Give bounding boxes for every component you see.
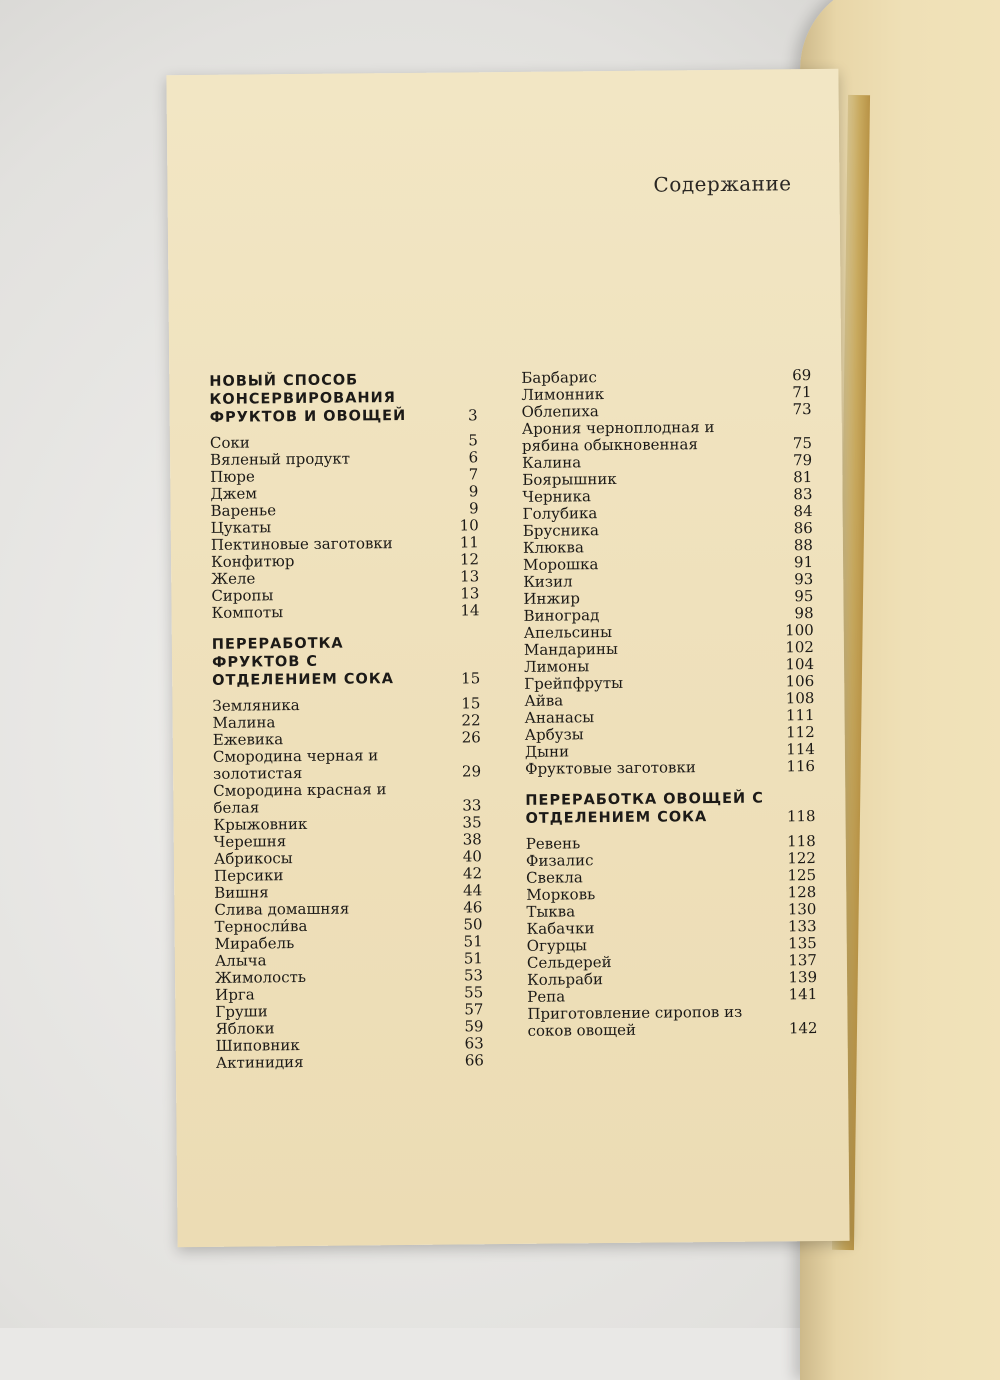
toc-entry-page-number: 40	[462, 847, 482, 866]
toc-entry-label: Груши	[215, 1002, 268, 1021]
toc-entry-label: Репа	[527, 987, 566, 1006]
toc-entry-label: Малина	[212, 713, 276, 732]
toc-entry-label: Тыква	[526, 902, 576, 921]
toc-entry-page-number: 142	[788, 1019, 818, 1038]
toc-entry-label: Жимолость	[214, 967, 307, 987]
toc-entry-label: Инжир	[523, 589, 581, 608]
toc-entry-list	[526, 833, 818, 1040]
toc-entry-page-number: 13	[460, 567, 480, 586]
toc-entry-page-number: 26	[461, 728, 481, 747]
toc-entry-page-number: 106	[785, 672, 815, 691]
toc-entry-page-number: 71	[792, 383, 812, 402]
toc-entry-page-number: 33	[462, 796, 482, 815]
toc-entry-label: Пюре	[210, 467, 255, 486]
toc-entry-label: Цукаты	[210, 518, 272, 537]
toc-entry-page-number: 108	[785, 689, 815, 708]
toc-entry-page-number: 29	[461, 762, 482, 781]
toc-entry-label: Ананасы	[524, 708, 595, 727]
toc-entry-page-number: 81	[793, 468, 813, 487]
toc-entry-page-number: 9	[468, 499, 479, 518]
toc-entry-label: Айва	[524, 691, 564, 710]
toc-entry-page-number: 42	[462, 864, 483, 883]
toc-entry-label: Крыжовник	[213, 814, 308, 834]
toc-entry-label: Кизил	[523, 572, 573, 591]
section-page-number: 3	[468, 406, 478, 425]
toc-entry-page-number: 69	[792, 366, 812, 385]
toc-entry-page-number: 46	[463, 898, 483, 917]
toc-entry-page-number: 15	[461, 694, 481, 713]
toc-right-column	[521, 367, 817, 1040]
toc-entry-page-number: 10	[459, 516, 479, 535]
toc-entry-label: Смородина черная и золотистая	[212, 746, 379, 783]
toc-entry-label: Вяленый продукт	[209, 449, 351, 469]
toc-entry-label: Облепиха	[521, 402, 599, 421]
toc-entry-page-number: 6	[468, 448, 479, 467]
toc-entry-page-number: 66	[464, 1051, 484, 1070]
toc-entry-page-number: 14	[460, 601, 480, 620]
toc-entry-page-number: 137	[788, 951, 818, 970]
toc-entry-label: Земляника	[212, 696, 300, 715]
toc-entry-page-number: 112	[785, 723, 815, 742]
toc-entry-label: Ревень	[525, 834, 581, 853]
toc-entry-label: Компоты	[211, 603, 284, 622]
toc-entry-list	[212, 695, 484, 1072]
toc-entry	[525, 758, 815, 778]
toc-entry-label: Персики	[213, 866, 284, 885]
toc-entry-label: Кабачки	[526, 919, 595, 938]
toc-entry-page-number: 135	[788, 934, 817, 953]
toc-entry-label: Конфитюр	[210, 552, 295, 571]
toc-entry-label: Абрикосы	[213, 849, 293, 868]
toc-entry-label: Калина	[522, 453, 582, 472]
toc-entry-page-number: 98	[794, 604, 814, 623]
toc-entry	[213, 780, 481, 817]
toc-entry-page-number: 13	[460, 584, 480, 603]
toc-entry-label: Голубика	[522, 504, 598, 523]
toc-entry-page-number: 118	[787, 832, 816, 851]
toc-entry-page-number: 100	[785, 621, 814, 640]
section-title: НОВЫЙ СПОСОБ КОНСЕРВИРОВАНИЯ ФРУКТОВ И ОВОЩЕЙ	[209, 372, 407, 426]
toc-entry-label: Брусника	[522, 521, 600, 540]
toc-entry-page-number: 22	[461, 711, 481, 730]
section-title: ПЕРЕРАБОТКА ОВОЩЕЙ С ОТДЕЛЕНИЕМ СОКА	[525, 790, 764, 827]
section-title: ПЕРЕРАБОТКА ФРУКТОВ С ОТДЕЛЕНИЕМ СОКА	[211, 635, 394, 689]
toc-entry-page-number: 86	[793, 519, 813, 538]
toc-entry-label: Морковь	[526, 885, 596, 904]
toc-entry-page-number: 122	[787, 849, 817, 868]
toc-entry-page-number: 50	[463, 915, 483, 934]
toc-entry-label: Пектиновые заготовки	[210, 534, 393, 554]
toc-entry-label: Боярышник	[522, 469, 617, 489]
toc-entry	[216, 1052, 484, 1072]
toc-entry-page-number: 139	[788, 968, 818, 987]
toc-entry-label: Виноград	[523, 606, 600, 625]
toc-entry-label: Огурцы	[526, 936, 588, 955]
toc-entry-label: Яблоки	[215, 1019, 275, 1038]
toc-entry-page-number: 75	[792, 434, 813, 453]
toc-entry-page-number: 95	[794, 587, 814, 606]
toc-entry-page-number: 114	[786, 740, 815, 759]
toc-entry-page-number: 141	[788, 985, 818, 1004]
toc-entry-label: Лимонник	[521, 385, 605, 404]
toc-entry-page-number: 79	[792, 451, 813, 470]
toc-entry-page-number: 11	[459, 533, 479, 552]
toc-entry-label: Актинидия	[215, 1052, 304, 1072]
toc-entry	[213, 746, 481, 783]
toc-entry-label: Арония черноплодная и рябина обыкновенная	[521, 418, 715, 455]
toc-entry-page-number: 91	[793, 553, 814, 572]
toc-entry-page-number: 116	[786, 757, 816, 776]
toc-entry-label: Ирга	[215, 985, 255, 1004]
toc-entry-page-number: 7	[468, 465, 479, 484]
toc-entry-page-number: 55	[464, 983, 484, 1002]
toc-section-heading	[212, 633, 481, 690]
toc-entry-page-number: 57	[464, 1000, 484, 1019]
toc-entry-label: Физалис	[525, 851, 594, 870]
toc-entry-page-number: 51	[463, 949, 483, 968]
book-page	[166, 69, 849, 1247]
toc-entry-label: Слива домашняя	[214, 899, 350, 919]
toc-entry-page-number: 83	[793, 485, 813, 504]
toc-entry-page-number: 73	[792, 400, 812, 419]
toc-entry-label: Вишня	[214, 883, 269, 902]
toc-entry-page-number: 59	[464, 1017, 484, 1036]
toc-entry-list	[210, 432, 480, 622]
toc-entry-label: Грейпфруты	[524, 673, 624, 693]
toc-entry-page-number: 130	[787, 900, 817, 919]
toc-entry-page-number: 63	[464, 1034, 484, 1053]
toc-entry-page-number: 38	[462, 830, 482, 849]
toc-entry-page-number: 5	[468, 431, 478, 450]
toc-entry-label: Клюква	[522, 538, 584, 557]
toc-entry-label: Арбузы	[524, 725, 584, 744]
toc-section-heading	[209, 370, 478, 427]
toc-entry-page-number: 53	[463, 966, 484, 985]
toc-entry-label: Алыча	[214, 951, 267, 970]
toc-entry	[211, 602, 479, 622]
toc-entry-label: Сиропы	[211, 586, 274, 605]
toc-entry-page-number: 84	[793, 502, 813, 521]
toc-entry-page-number: 44	[463, 881, 483, 900]
toc-entry-list	[521, 367, 815, 778]
toc-entry-label: Свекла	[526, 868, 583, 887]
toc-entry-page-number: 128	[787, 883, 817, 902]
section-page-number: 118	[786, 807, 816, 826]
section-page-number: 15	[461, 669, 481, 688]
toc-entry-label: Фруктовые заготовки	[524, 758, 696, 778]
toc-entry-page-number: 88	[793, 536, 814, 555]
toc-entry-page-number: 12	[459, 550, 480, 569]
toc-entry-label: Терносли́ва	[214, 916, 308, 936]
toc-entry-label: Барбарис	[521, 368, 597, 387]
toc-entry-label: Дыни	[524, 742, 570, 761]
toc-entry-label: Мандарины	[523, 639, 619, 659]
toc-entry-label: Апельсины	[523, 623, 613, 642]
toc-entry-label: Лимоны	[523, 657, 590, 676]
toc-entry-label: Черешня	[213, 832, 287, 851]
toc-entry-page-number: 133	[787, 917, 817, 936]
toc-entry-label: Приготовление сиропов из соков овощей	[527, 1002, 743, 1040]
toc-entry-label: Смородина красная и белая	[213, 780, 387, 817]
toc-entry-page-number: 9	[468, 482, 479, 501]
toc-entry-label: Шиповник	[215, 1036, 300, 1055]
page-title: Содержание	[653, 171, 792, 197]
toc-entry-label: Соки	[209, 433, 250, 452]
toc-entry-page-number: 35	[462, 813, 482, 832]
toc-entry-label: Джем	[210, 484, 258, 503]
toc-entry-page-number: 51	[463, 932, 483, 951]
toc-entry-page-number: 104	[785, 655, 815, 674]
toc-section-heading	[525, 789, 815, 828]
toc-entry-label: Ежевика	[212, 730, 284, 749]
toc-entry-label: Мирабель	[214, 934, 295, 953]
toc-entry-page-number: 102	[785, 638, 814, 657]
toc-entry-label: Желе	[211, 569, 256, 588]
toc-entry-label: Черника	[522, 487, 591, 506]
toc-entry-label: Варенье	[210, 501, 277, 520]
toc-entry-page-number: 93	[794, 570, 814, 589]
toc-entry-label: Кольраби	[527, 970, 604, 989]
toc-left-column	[209, 370, 484, 1072]
toc-entry-label: Морошка	[523, 555, 599, 574]
toc-entry	[522, 418, 812, 455]
toc-entry-label: Сельдерей	[526, 953, 612, 972]
toc-entry	[527, 1003, 817, 1040]
toc-entry-page-number: 111	[785, 706, 815, 725]
toc-entry-page-number: 125	[787, 866, 817, 885]
